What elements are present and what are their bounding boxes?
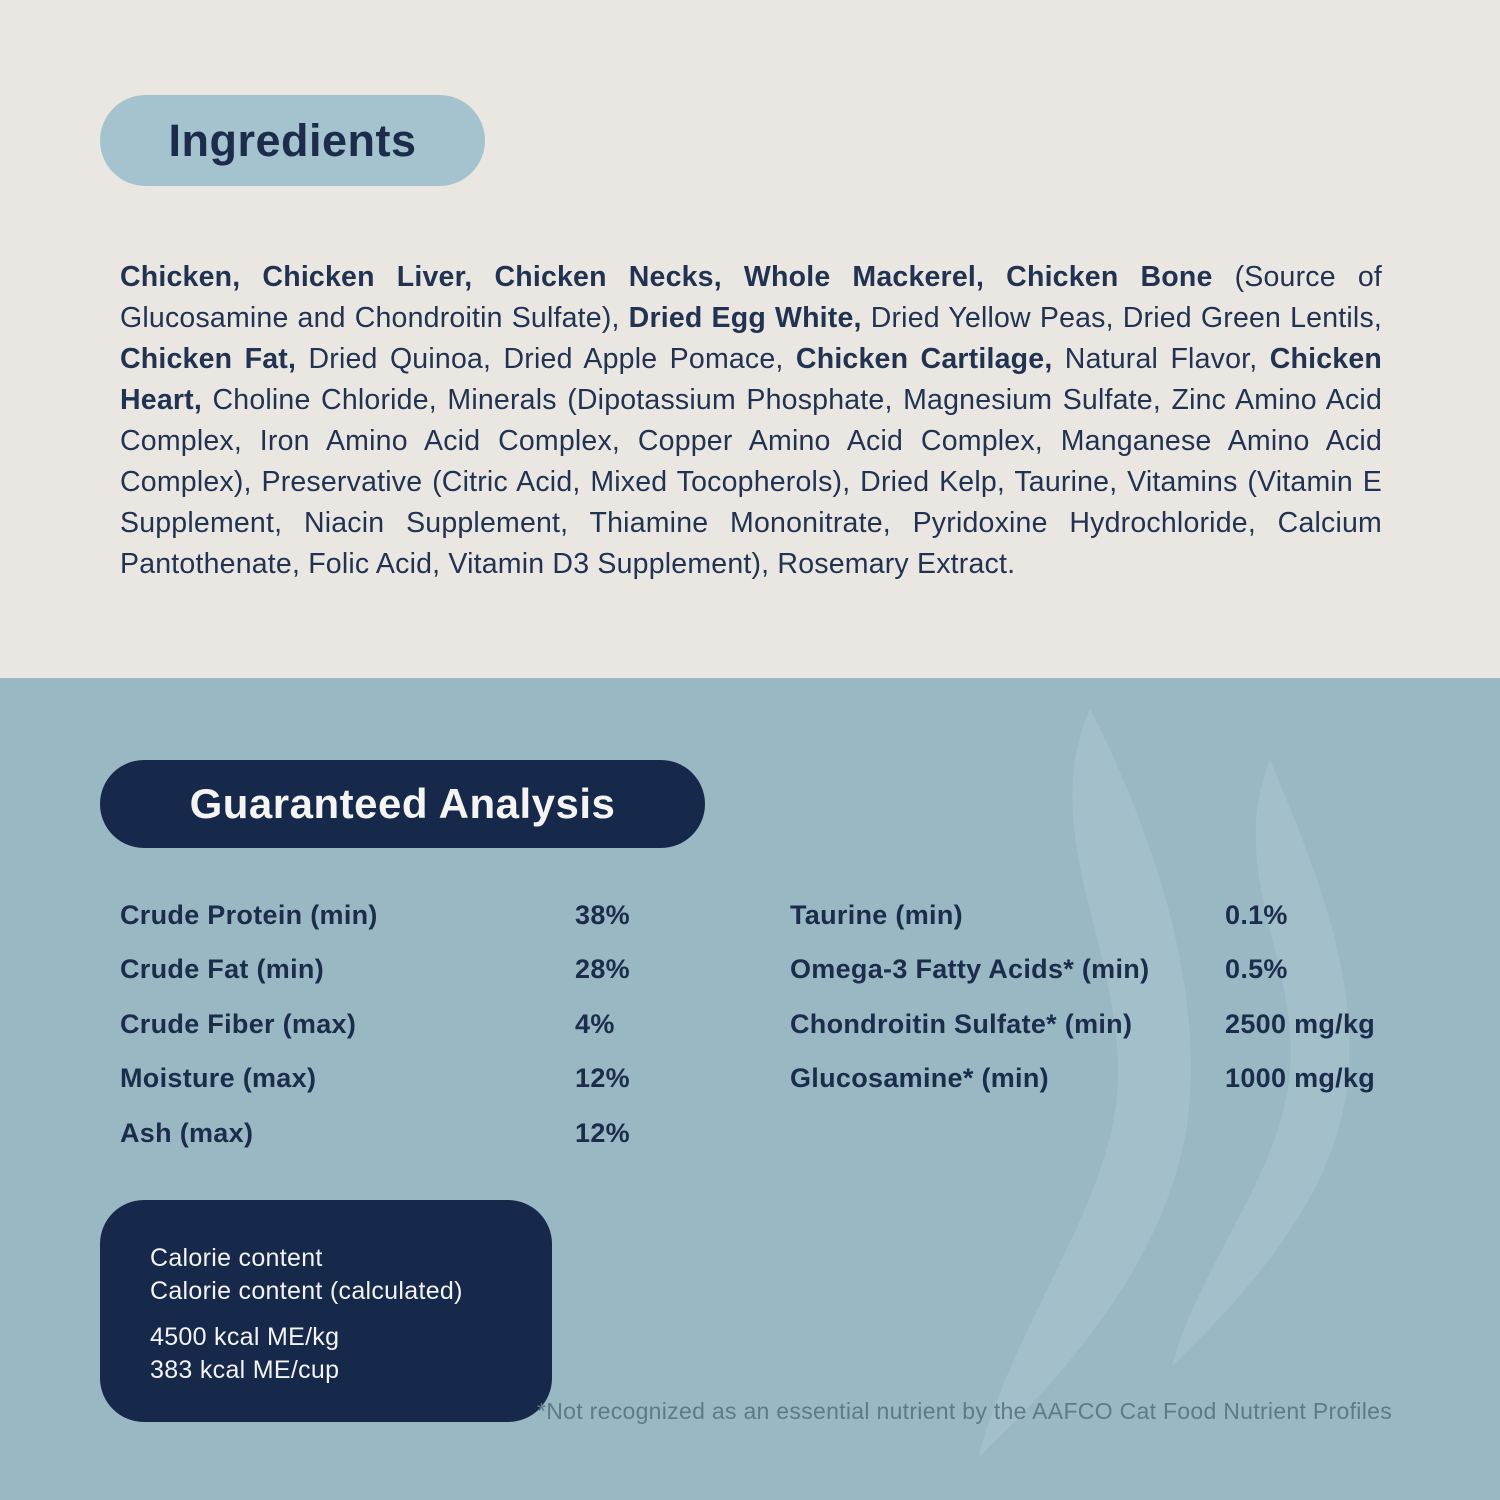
analysis-row-label: Taurine (min) xyxy=(790,900,963,930)
analysis-table-right xyxy=(790,888,1400,1106)
ingredient-segment: Dried Yellow Peas, Dried Green Lentils, xyxy=(861,301,1383,334)
ingredient-segment-bold: Chicken, Chicken Liver, Chicken Necks, Whole Mackerel, Chicken Bone xyxy=(120,260,1213,293)
calorie-headings xyxy=(150,1242,522,1308)
ingredient-segment-bold: Chicken Heart, xyxy=(120,342,1383,416)
calorie-value-line: 4500 kcal ME/kg xyxy=(150,1323,340,1351)
analysis-row-label: Crude Fiber (max) xyxy=(120,1008,357,1039)
analysis-row-value: 0.1% xyxy=(1225,900,1288,930)
analysis-row xyxy=(790,1051,1400,1105)
analysis-row xyxy=(790,997,1400,1051)
analysis-row-label: Omega-3 Fatty Acids* (min) xyxy=(790,954,1150,985)
analysis-row-label: Crude Fat (min) xyxy=(120,954,324,985)
analysis-row xyxy=(120,888,680,942)
guaranteed-analysis-title: Guaranteed Analysis xyxy=(189,780,616,827)
ingredient-segment-bold: Chicken Fat, xyxy=(120,342,297,375)
guaranteed-analysis-title-pill xyxy=(100,760,705,848)
analysis-row-value: 12% xyxy=(575,1063,630,1094)
ingredient-segment: Dried Quinoa, Dried Apple Pomace, xyxy=(296,342,796,375)
ingredients-title-pill xyxy=(100,95,485,186)
aafco-footnote: *Not recognized as an essential nutrient by the AAFCO Cat Food Nutrient Profiles xyxy=(537,1398,1392,1424)
calorie-heading-line: Calorie content (calculated) xyxy=(150,1277,463,1305)
analysis-row xyxy=(120,1106,680,1160)
analysis-row-value: 2500 mg/kg xyxy=(1225,1008,1376,1039)
ingredient-segment: (Source of Glucosamine and Chondroitin Sulfate), xyxy=(120,260,1382,334)
calorie-values xyxy=(150,1321,522,1387)
analysis-row-value: 1000 mg/kg xyxy=(1225,1063,1376,1094)
guaranteed-analysis-section xyxy=(0,678,1500,1500)
ingredients-title: Ingredients xyxy=(168,114,417,166)
ingredients-section xyxy=(0,0,1500,678)
ingredient-segment: Natural Flavor, xyxy=(1052,342,1270,375)
analysis-row-label: Crude Protein (min) xyxy=(120,900,378,930)
ingredient-segment: Choline Chloride, Minerals (Dipotassium Phosphate, Magnesium Sulfate, Zinc Amino Acid Complex, Iron Amino Acid Complex, Copper Amino Acid Complex, Manganese Amino Acid Complex), Preservative (Citric Acid, Mixed Tocopherols), Dried Kelp, Taurine, Vitamins (Vitamin E Supplement, Niacin Supplement, Thiamine Mononitrate, Pyridoxine Hydrochloride, Calcium Pantothenate, Folic Acid, Vitamin D3 Supplement), Rosemary Extract. xyxy=(120,383,1382,580)
analysis-row-value: 38% xyxy=(575,900,630,930)
analysis-row-value: 0.5% xyxy=(1225,954,1288,985)
analysis-row-label: Chondroitin Sulfate* (min) xyxy=(790,1008,1133,1039)
ingredient-segment-bold: Chicken Cartilage, xyxy=(795,342,1053,375)
analysis-row xyxy=(120,1051,680,1105)
analysis-table-left xyxy=(120,888,680,1160)
analysis-row xyxy=(790,888,1400,942)
calorie-heading-line: Calorie content xyxy=(150,1244,323,1272)
analysis-row xyxy=(790,942,1400,996)
calorie-value-line: 383 kcal ME/cup xyxy=(150,1356,340,1384)
analysis-row-value: 28% xyxy=(575,954,630,985)
ingredients-text xyxy=(120,257,1382,585)
analysis-row-label: Ash (max) xyxy=(120,1117,254,1148)
analysis-row xyxy=(120,997,680,1051)
analysis-row-label: Moisture (max) xyxy=(120,1063,317,1094)
ingredient-segment-bold: Dried Egg White, xyxy=(628,301,862,334)
analysis-row-value: 12% xyxy=(575,1117,630,1148)
analysis-row-label: Glucosamine* (min) xyxy=(790,1063,1049,1094)
analysis-row-value: 4% xyxy=(575,1008,615,1039)
calorie-content-box xyxy=(100,1200,552,1422)
analysis-row xyxy=(120,942,680,996)
